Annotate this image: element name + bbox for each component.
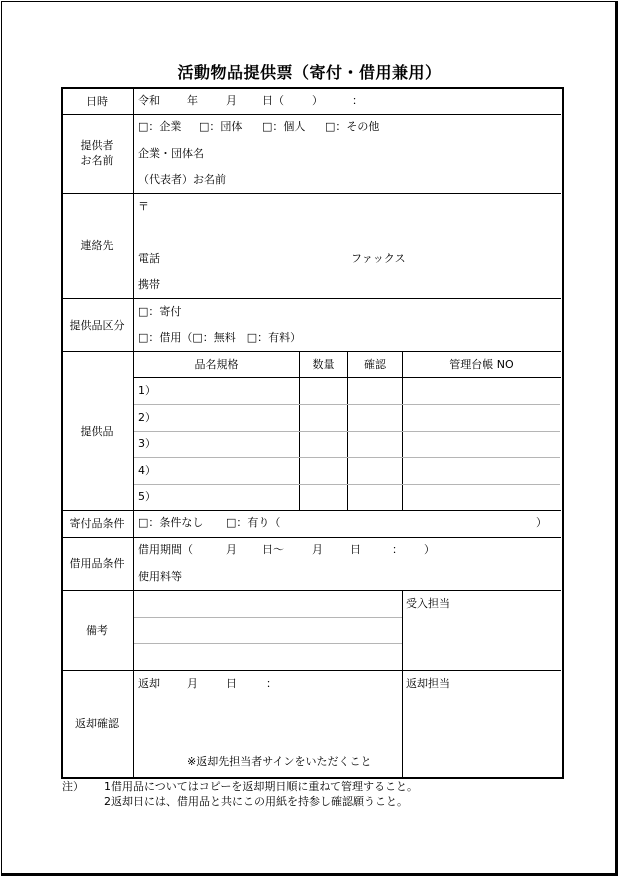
- provider-type-other-checkbox[interactable]: □：その他: [325, 120, 380, 133]
- row-divider: [62, 537, 561, 538]
- form-table: [61, 87, 564, 779]
- contact-label: 連絡先: [80, 239, 114, 252]
- date-day: 日（: [262, 94, 284, 107]
- fax-label: ファックス: [351, 252, 406, 265]
- items-header-name: 品名規格: [194, 358, 239, 371]
- remarks-line: [134, 617, 402, 618]
- row-divider: [62, 193, 561, 194]
- phone-label: 電話: [138, 252, 160, 265]
- items-row-divider: [134, 457, 560, 458]
- provider-label-line1: 提供者: [80, 139, 114, 152]
- donation-no-condition-checkbox[interactable]: □：条件なし: [138, 516, 204, 529]
- return-staff-label: 返却担当: [406, 677, 450, 690]
- org-name-label: 企業・団体名: [138, 147, 204, 160]
- note-line-1: 1借用品についてはコピーを返却期日順に重ねて管理すること。: [104, 780, 419, 793]
- loan-period-day2: 日: [350, 543, 361, 556]
- date-month: 月: [226, 94, 237, 107]
- date-era: 令和: [138, 94, 160, 107]
- items-header-ledger-no: 管理台帳 NO: [449, 358, 514, 371]
- items-row-divider: [134, 431, 560, 432]
- items-row-number: 3）: [138, 437, 156, 450]
- donation-with-condition-checkbox[interactable]: □：有り（: [226, 516, 281, 529]
- items-row-number: 2）: [138, 411, 156, 424]
- return-note: ※返却先担当者サインをいただくこと: [187, 755, 372, 768]
- provider-type-company-checkbox[interactable]: □：企業: [138, 120, 182, 133]
- loan-period-label: 借用期間（: [138, 543, 193, 556]
- mobile-label: 携帯: [138, 278, 160, 291]
- return-day: 日: [226, 677, 237, 690]
- return-colon: ：: [266, 677, 277, 690]
- receiver-staff-label: 受入担当: [406, 597, 450, 610]
- provider-label-line2: お名前: [80, 154, 114, 167]
- loan-period-colon: ：: [392, 543, 403, 556]
- items-row-divider: [134, 404, 560, 405]
- provider-type-group-checkbox[interactable]: □：団体: [199, 120, 243, 133]
- row-divider: [62, 670, 561, 671]
- loan-period-month1: 月: [226, 543, 237, 556]
- items-header-quantity: 数量: [312, 358, 335, 371]
- rep-name-label: （代表者）お名前: [138, 173, 226, 186]
- date-colon: ：: [352, 94, 363, 107]
- loan-period-month2: 月: [312, 543, 323, 556]
- donation-condition-label: 寄付品条件: [69, 517, 125, 530]
- items-row-number: 4）: [138, 464, 156, 477]
- loan-period-day1: 日〜: [262, 543, 284, 556]
- items-label: 提供品: [80, 425, 114, 438]
- items-row-divider: [134, 484, 560, 485]
- provider-type-individual-checkbox[interactable]: □：個人: [262, 120, 306, 133]
- date-close: ）: [312, 94, 323, 107]
- items-header-check: 確認: [364, 358, 386, 371]
- row-divider: [62, 298, 561, 299]
- items-row-number: 5）: [138, 490, 156, 503]
- items-row-number: 1）: [138, 384, 156, 397]
- date-label: 日時: [86, 95, 108, 108]
- note-line-2: 2返却日には、借用品と共にこの用紙を持参し確認願うこと。: [104, 795, 408, 808]
- loan-condition-label: 借用品条件: [69, 557, 125, 570]
- return-month: 月: [187, 677, 198, 690]
- category-label: 提供品区分: [69, 319, 125, 332]
- row-divider: [62, 590, 561, 591]
- staff-column-divider: [402, 591, 403, 777]
- donation-condition-close: ）: [536, 516, 547, 529]
- label-column-divider: [133, 88, 134, 777]
- notes-prefix: 注）: [62, 780, 84, 793]
- usage-fee-label: 使用料等: [138, 570, 182, 583]
- category-loan-checkbox[interactable]: □：借用（□：無料 □：有料）: [138, 331, 302, 344]
- remarks-line: [134, 643, 402, 644]
- postal-mark: 〒: [138, 200, 149, 213]
- return-label: 返却: [138, 677, 160, 690]
- loan-period-close: ）: [424, 543, 435, 556]
- category-donation-checkbox[interactable]: □：寄付: [138, 305, 182, 318]
- row-divider: [62, 114, 561, 115]
- form-title: 活動物品提供票（寄付・借用兼用）: [177, 63, 442, 82]
- return-check-label: 返却確認: [75, 717, 119, 730]
- remarks-label: 備考: [86, 624, 108, 637]
- row-divider: [62, 351, 561, 352]
- date-year: 年: [187, 94, 198, 107]
- row-divider: [62, 510, 561, 511]
